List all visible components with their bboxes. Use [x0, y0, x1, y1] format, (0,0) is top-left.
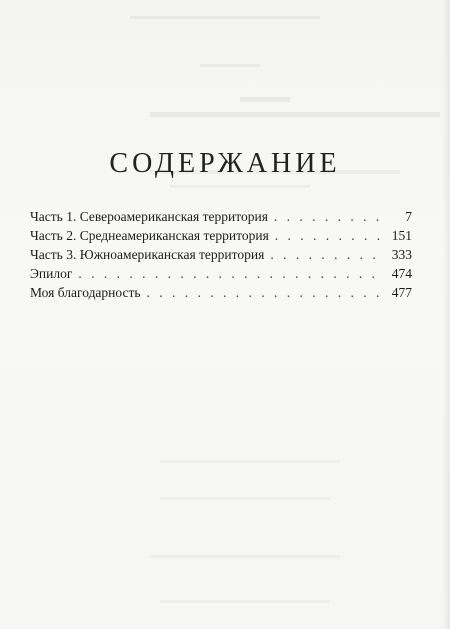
page-title: СОДЕРЖАНИЕ [109, 148, 341, 179]
show-through-line [150, 555, 340, 558]
toc-entry-label: Часть 2. Среднеамериканская территория [30, 228, 269, 243]
show-through-line [160, 460, 340, 463]
toc-entry-label: Часть 1. Североамериканская территория [30, 209, 268, 224]
toc-entry-page: 151 [391, 228, 412, 243]
show-through-line [240, 97, 290, 102]
show-through-line [160, 497, 330, 500]
toc-leader-dots [274, 207, 382, 226]
show-through-line [130, 16, 320, 19]
toc-entry[interactable] [30, 207, 412, 226]
toc-entry-page: 477 [391, 285, 412, 300]
toc-leader-dots [78, 264, 382, 283]
show-through-line [200, 64, 260, 67]
toc-entry-page: 474 [391, 266, 412, 281]
toc-leader-dots [147, 283, 382, 302]
show-through-line [170, 185, 310, 188]
toc-entry[interactable] [30, 283, 412, 302]
toc-entry[interactable] [30, 245, 412, 264]
toc-entry-page: 333 [391, 247, 412, 262]
toc-entry[interactable] [30, 226, 412, 245]
toc-entry-label: Моя благодарность [30, 285, 141, 300]
toc-entry-page: 7 [405, 209, 412, 224]
show-through-line [160, 600, 330, 603]
toc-entry-label: Часть 3. Южноамериканская территория [30, 247, 265, 262]
toc-entry[interactable] [30, 264, 412, 283]
toc-entry-label: Эпилог [30, 266, 73, 281]
show-through-line [150, 112, 440, 117]
toc-leader-dots [275, 226, 382, 245]
toc-leader-dots [270, 245, 382, 264]
table-of-contents [30, 207, 412, 302]
page-edge-shadow [442, 0, 450, 629]
